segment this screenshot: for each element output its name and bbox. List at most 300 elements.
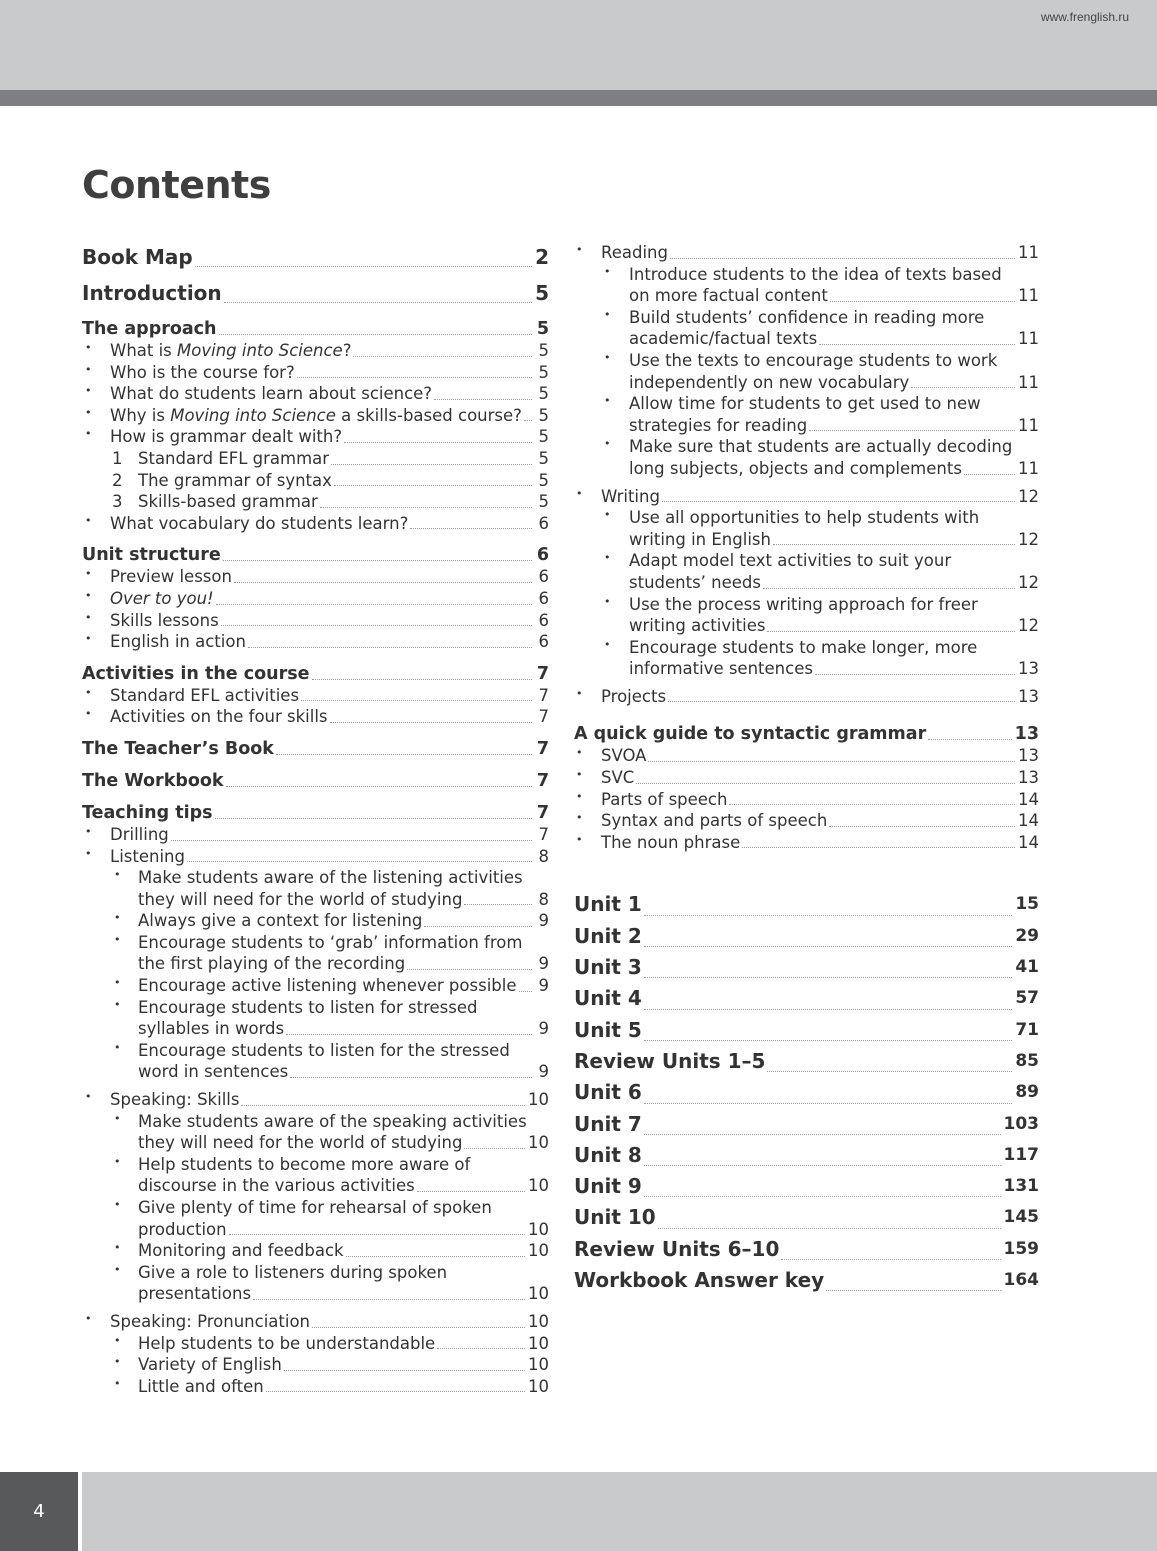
- toc-subitem: [82, 1111, 549, 1133]
- toc-subitem: [82, 1197, 549, 1219]
- entry-page: 89: [1015, 1082, 1039, 1103]
- entry-page: 9: [538, 911, 549, 931]
- entry-title-line2: they will need for the world of studying: [138, 889, 463, 909]
- leader-dots: [312, 679, 532, 680]
- entry-title: The Teacher’s Book: [82, 738, 274, 759]
- leader-dots: [346, 1256, 525, 1257]
- entry-page: 29: [1015, 925, 1039, 946]
- entry-page: 159: [1003, 1238, 1039, 1259]
- entry-title: Unit structure: [82, 545, 221, 566]
- entry-title: • Drilling: [110, 824, 169, 844]
- leader-dots: [964, 474, 1015, 475]
- entry-page: 10: [528, 1355, 549, 1375]
- entry-page: 7: [536, 738, 549, 759]
- entry-title: • How is grammar dealt with?: [110, 427, 343, 447]
- entry-page: 5: [538, 470, 549, 490]
- entry-title: The approach: [82, 319, 217, 339]
- leader-dots: [644, 915, 1013, 916]
- entry-title: • Standard EFL activities: [110, 685, 300, 705]
- entry-page: 11: [1018, 329, 1039, 349]
- entry-title: Review Units 6–10: [574, 1236, 780, 1261]
- leader-dots: [524, 420, 532, 421]
- toc-item: [82, 824, 549, 846]
- units-list: [574, 889, 1039, 1296]
- toc-item: [82, 846, 549, 868]
- toc-subitem: [574, 637, 1039, 659]
- entry-page: 7: [538, 707, 549, 727]
- toc-subitem: [574, 393, 1039, 415]
- entry-title-line1: Encourage students to listen for stressed: [138, 997, 478, 1017]
- toc-subitem: [574, 507, 1039, 529]
- entry-title-line2: presentations: [138, 1284, 252, 1304]
- entry-title-line2: syllables in words: [138, 1019, 285, 1039]
- leader-dots: [223, 560, 532, 561]
- entry-page: 5: [538, 384, 549, 404]
- entry-title-line2: independently on new vocabulary: [629, 372, 910, 392]
- entry-title-line1: Adapt model text activities to suit your: [629, 551, 952, 571]
- entry-title: Book Map: [82, 245, 193, 269]
- toc-subitem-numbered: [82, 448, 549, 470]
- entry-page: 9: [538, 954, 549, 974]
- entry-page: 10: [528, 1311, 549, 1331]
- leader-dots: [928, 739, 1011, 740]
- toc-item: [574, 686, 1039, 708]
- leader-dots: [241, 1105, 525, 1106]
- toc-item: [82, 685, 549, 707]
- entry-title: Activities in the course: [82, 663, 310, 684]
- page-number: 4: [33, 1501, 45, 1522]
- entry-page: 85: [1015, 1050, 1039, 1071]
- entry-page: 103: [1003, 1113, 1039, 1134]
- leader-dots: [826, 1290, 1000, 1291]
- toc-unit: [574, 1234, 1039, 1265]
- entry-page: 13: [1014, 724, 1039, 745]
- entry-title-line2: informative sentences: [629, 659, 813, 679]
- toc-item: [574, 745, 1039, 767]
- leader-dots: [519, 991, 533, 992]
- leader-dots: [644, 1165, 1001, 1166]
- leader-dots: [234, 582, 532, 583]
- entry-page: 6: [536, 545, 549, 566]
- entry-title-line1: Encourage students to make longer, more: [629, 637, 978, 657]
- entry-page: 11: [1018, 458, 1039, 478]
- toc-unit: [574, 1015, 1039, 1046]
- entry-page: 10: [528, 1333, 549, 1353]
- entry-title-line2: word in sentences: [138, 1062, 289, 1082]
- toc-subitem-cont: [574, 328, 1039, 350]
- entry-page: 11: [1018, 286, 1039, 306]
- entry-page: 11: [1018, 415, 1039, 435]
- entry-page: 5: [538, 492, 549, 512]
- leader-dots: [662, 501, 1015, 502]
- leader-dots: [644, 1040, 1013, 1041]
- item-number: 2: [112, 470, 123, 490]
- toc-item: [574, 767, 1039, 789]
- leader-dots: [668, 701, 1015, 702]
- leader-dots: [248, 647, 532, 648]
- entry-title-line1: Use the texts to encourage students to work: [629, 350, 998, 370]
- entry-title: • Syntax and parts of speech: [601, 811, 828, 831]
- leader-dots: [216, 604, 532, 605]
- entry-title: Unit 4: [574, 986, 642, 1011]
- entry-page: 9: [538, 1062, 549, 1082]
- entry-title: Unit 10: [574, 1205, 656, 1230]
- leader-dots: [742, 847, 1015, 848]
- leader-dots: [644, 946, 1013, 947]
- toc-subitem: [574, 594, 1039, 616]
- entry-title: • Listening: [110, 846, 185, 866]
- toc-subitem: [82, 867, 549, 889]
- entry-page: 10: [528, 1219, 549, 1239]
- entry-title-line1: Make sure that students are actually decoding: [629, 437, 1013, 457]
- entry-page: 6: [538, 513, 549, 533]
- entry-title-line2: discourse in the various activities: [138, 1176, 415, 1196]
- entry-title: • The noun phrase: [601, 832, 741, 852]
- toc-subitem-cont: [574, 415, 1039, 437]
- entry-title: • SVC: [601, 768, 635, 788]
- toc-item: [82, 340, 549, 362]
- item-number: 1: [112, 448, 123, 468]
- leader-dots: [417, 1191, 525, 1192]
- toc-entry-introduction: [82, 278, 549, 308]
- entry-title-line1: Use the process writing approach for freer: [629, 594, 978, 614]
- toc-unit: [574, 1202, 1039, 1233]
- toc-item: [82, 1089, 549, 1111]
- leader-dots: [464, 1148, 525, 1149]
- entry-page: 7: [538, 685, 549, 705]
- entry-title-line2: strategies for reading: [629, 415, 808, 435]
- toc-subitem-cont: [574, 615, 1039, 637]
- entry-title: Unit 9: [574, 1174, 642, 1199]
- entry-page: 12: [1018, 572, 1039, 592]
- leader-dots: [344, 442, 532, 443]
- leader-dots: [644, 1103, 1013, 1104]
- entry-title: • Writing: [601, 486, 660, 506]
- entry-title: • Encourage active listening whenever possible: [138, 976, 517, 996]
- entry-page: 7: [536, 802, 549, 823]
- toc-item: [82, 566, 549, 588]
- leader-dots: [224, 302, 532, 303]
- toc-item: [574, 810, 1039, 832]
- entry-page: 10: [528, 1241, 549, 1261]
- entry-page: 131: [1003, 1176, 1039, 1197]
- leader-dots: [297, 377, 532, 378]
- entry-title: The Workbook: [82, 770, 224, 791]
- toc-section-unit-structure: [82, 544, 549, 566]
- entry-title: • What is Moving into Science?: [110, 341, 352, 360]
- entry-title: Teaching tips: [82, 802, 213, 823]
- entry-page: 6: [538, 632, 549, 652]
- entry-title: Introduction: [82, 281, 222, 305]
- leader-dots: [226, 786, 532, 787]
- entry-page: 71: [1015, 1019, 1039, 1040]
- entry-title-line2: writing in English: [629, 529, 771, 549]
- entry-title: The grammar of syntax: [138, 470, 332, 490]
- toc-subitem: [574, 264, 1039, 286]
- leader-dots: [334, 485, 532, 486]
- entry-title: • Who is the course for?: [110, 362, 295, 382]
- entry-title-line1: Build students’ confidence in reading more: [629, 307, 985, 327]
- leader-dots: [301, 700, 532, 701]
- toc-item: [82, 1311, 549, 1333]
- leader-dots: [464, 904, 532, 905]
- leader-dots: [658, 1228, 1001, 1229]
- leader-dots: [819, 344, 1015, 345]
- entry-page: 10: [528, 1090, 549, 1110]
- toc-unit: [574, 1046, 1039, 1077]
- entry-page: 13: [1018, 746, 1039, 766]
- entry-page: 57: [1015, 988, 1039, 1009]
- entry-title: • Speaking: Skills: [110, 1090, 240, 1110]
- entry-page: 8: [538, 889, 549, 909]
- leader-dots: [644, 1196, 1001, 1197]
- leader-dots: [763, 588, 1015, 589]
- toc-subitem: [574, 436, 1039, 458]
- toc-item: [82, 706, 549, 728]
- leader-dots: [353, 356, 532, 357]
- toc-unit: [574, 889, 1039, 920]
- leader-dots: [330, 722, 532, 723]
- toc-subitem: [574, 307, 1039, 329]
- entry-title-line1: Use all opportunities to help students with: [629, 508, 980, 528]
- entry-title-line1: Give a role to listeners during spoken: [138, 1262, 448, 1282]
- entry-page: 12: [1018, 616, 1039, 636]
- entry-page: 5: [538, 362, 549, 382]
- leader-dots: [437, 1348, 525, 1349]
- leader-dots: [187, 861, 532, 862]
- entry-title-line1: Give plenty of time for rehearsal of spoken: [138, 1198, 492, 1217]
- leader-dots: [215, 818, 532, 819]
- leader-dots: [829, 826, 1015, 827]
- entry-page: 13: [1018, 686, 1039, 706]
- entry-page: 7: [536, 663, 549, 684]
- entry-page: 145: [1003, 1207, 1039, 1228]
- leader-dots: [670, 258, 1015, 259]
- toc-subitem-cont: [82, 1018, 549, 1040]
- entry-title: • SVOA: [601, 746, 647, 766]
- entry-page: 12: [1018, 486, 1039, 506]
- entry-title-line2: academic/factual texts: [629, 329, 818, 349]
- entry-page: 41: [1015, 957, 1039, 978]
- header-stripe: [0, 90, 1157, 106]
- leader-dots: [290, 1077, 532, 1078]
- entry-title-line2: long subjects, objects and complements: [629, 458, 962, 478]
- entry-title: • English in action: [110, 632, 246, 652]
- toc-subitem: [574, 350, 1039, 372]
- toc-item: [574, 242, 1039, 264]
- toc-subitem: [574, 550, 1039, 572]
- entry-page: 2: [535, 245, 549, 269]
- entry-page: 10: [528, 1133, 549, 1153]
- footer-band: [82, 1472, 1157, 1551]
- entry-page: 15: [1015, 894, 1039, 915]
- leader-dots: [229, 1234, 525, 1235]
- entry-page: 5: [538, 448, 549, 468]
- entry-page: 9: [538, 1019, 549, 1039]
- leader-dots: [830, 301, 1015, 302]
- toc-subitem-cont: [574, 372, 1039, 394]
- leader-dots: [767, 631, 1015, 632]
- toc-item: [82, 588, 549, 610]
- entry-title: • Skills lessons: [110, 610, 219, 630]
- toc-subitem-cont: [574, 572, 1039, 594]
- toc-subitem-cont: [574, 529, 1039, 551]
- toc-item: [82, 383, 549, 405]
- toc-subitem: [82, 1354, 549, 1376]
- toc-subitem-numbered: [82, 491, 549, 513]
- entry-page: 14: [1018, 789, 1039, 809]
- toc-item: [82, 631, 549, 653]
- entry-title: • Reading: [601, 243, 668, 262]
- entry-title-line1: Allow time for students to get used to new: [629, 394, 981, 414]
- toc-subitem: [82, 975, 549, 997]
- entry-page: 11: [1018, 243, 1039, 262]
- toc-item: [82, 362, 549, 384]
- entry-title: • Monitoring and feedback: [138, 1241, 344, 1261]
- leader-dots: [320, 507, 532, 508]
- entry-title: • Speaking: Pronunciation: [110, 1311, 311, 1331]
- entry-page: 5: [538, 405, 549, 425]
- leader-dots: [331, 464, 532, 465]
- toc-subitem: [82, 932, 549, 954]
- entry-title: Workbook Answer key: [574, 1268, 825, 1292]
- leader-dots: [815, 674, 1015, 675]
- toc-unit: [574, 1171, 1039, 1202]
- leader-dots: [266, 1391, 525, 1392]
- entry-page: 8: [538, 846, 549, 866]
- entry-title: • Over to you!: [110, 588, 214, 608]
- toc-subitem-cont: [82, 953, 549, 975]
- entry-title: • Activities on the four skills: [110, 707, 328, 727]
- entry-title-line2: writing activities: [629, 616, 766, 636]
- leader-dots: [221, 625, 532, 626]
- entry-title-line1: Encourage students to ‘grab’ information from: [138, 932, 523, 952]
- toc-item: [82, 405, 549, 427]
- entry-page: 5: [535, 281, 549, 305]
- toc-subitem: [82, 1333, 549, 1355]
- toc-subitem-cont: [82, 1132, 549, 1154]
- entry-page: 7: [536, 770, 549, 791]
- entry-page: 10: [528, 1176, 549, 1196]
- entry-title: • What do students learn about science?: [110, 384, 433, 404]
- entry-title-line1: Make students aware of the listening activities: [138, 868, 523, 888]
- toc-subitem: [82, 1040, 549, 1062]
- entry-page: 5: [538, 341, 549, 360]
- entry-title: • What vocabulary do students learn?: [110, 513, 409, 533]
- entry-page: 5: [538, 427, 549, 447]
- toc-unit: [574, 1109, 1039, 1140]
- leader-dots: [195, 266, 532, 267]
- leader-dots: [644, 977, 1013, 978]
- entry-title-line2: the first playing of the recording: [138, 954, 406, 974]
- entry-title: • Variety of English: [138, 1355, 282, 1375]
- entry-title: • Projects: [601, 686, 667, 706]
- leader-dots: [276, 754, 532, 755]
- entry-page: 7: [538, 824, 549, 844]
- toc-subitem-cont: [82, 1175, 549, 1197]
- entry-title-line2: they will need for the world of studying: [138, 1133, 463, 1153]
- toc-section-workbook: [82, 770, 549, 792]
- leader-dots: [253, 1299, 525, 1300]
- entry-title: Unit 6: [574, 1080, 642, 1105]
- toc-subitem: [82, 997, 549, 1019]
- leader-dots: [284, 1370, 525, 1371]
- toc-item: [574, 789, 1039, 811]
- entry-title: A quick guide to syntactic grammar: [574, 724, 927, 745]
- entry-title: • Preview lesson: [110, 567, 232, 587]
- toc-subitem-numbered: [82, 470, 549, 492]
- page-title: Contents: [82, 163, 271, 207]
- entry-title: Unit 7: [574, 1111, 642, 1136]
- entry-title: • Little and often: [138, 1376, 264, 1396]
- toc-subitem-cont: [82, 1061, 549, 1083]
- entry-page: 6: [538, 610, 549, 630]
- toc-section-quick-guide: [574, 723, 1039, 745]
- toc-subitem-cont: [574, 285, 1039, 307]
- toc-subitem-cont: [574, 458, 1039, 480]
- site-url: www.frenglish.ru: [1040, 10, 1129, 24]
- entry-title: Unit 2: [574, 923, 642, 948]
- entry-title-line1: Make students aware of the speaking activities: [138, 1111, 527, 1131]
- leader-dots: [636, 783, 1015, 784]
- toc-subitem: [82, 1376, 549, 1398]
- entry-page: 12: [1018, 529, 1039, 549]
- leader-dots: [171, 840, 532, 841]
- leader-dots: [911, 387, 1015, 388]
- toc-subitem-cont: [82, 1219, 549, 1241]
- entry-page: 5: [536, 319, 549, 339]
- toc-unit: [574, 952, 1039, 983]
- toc-item: [82, 513, 549, 535]
- header-band: [0, 0, 1157, 90]
- entry-title-line1: Help students to become more aware of: [138, 1154, 471, 1174]
- entry-page: 13: [1018, 768, 1039, 788]
- toc-section-teachers-book: [82, 738, 549, 760]
- entry-page: 14: [1018, 811, 1039, 831]
- toc-unit: [574, 1140, 1039, 1171]
- leader-dots: [286, 1034, 532, 1035]
- toc-section-teaching-tips: [82, 802, 549, 824]
- leader-dots: [407, 969, 532, 970]
- toc-item: [574, 832, 1039, 854]
- entry-page: 14: [1018, 832, 1039, 852]
- entry-page: 13: [1018, 659, 1039, 679]
- toc-unit: [574, 1077, 1039, 1108]
- toc-subitem: [82, 910, 549, 932]
- entry-title: Unit 1: [574, 892, 642, 917]
- leader-dots: [648, 761, 1015, 762]
- toc-section-activities: [82, 663, 549, 685]
- entry-title: • Help students to be understandable: [138, 1333, 436, 1353]
- leader-dots: [729, 804, 1015, 805]
- toc-subitem: [82, 1154, 549, 1176]
- entry-page: 11: [1018, 372, 1039, 392]
- leader-dots: [410, 528, 532, 529]
- contents-right-column: [574, 242, 1039, 1296]
- entry-title: Review Units 1–5: [574, 1048, 766, 1073]
- toc-subitem-cont: [82, 889, 549, 911]
- toc-item: [574, 486, 1039, 508]
- entry-title: Unit 5: [574, 1017, 642, 1042]
- leader-dots: [809, 430, 1015, 431]
- toc-unit: [574, 1265, 1039, 1296]
- toc-subitem: [82, 1262, 549, 1284]
- entry-title: • Why is Moving into Science a skills-based course?: [110, 405, 522, 425]
- leader-dots: [434, 399, 532, 400]
- toc-unit: [574, 983, 1039, 1014]
- entry-title-line1: Introduce students to the idea of texts based: [629, 264, 1002, 284]
- leader-dots: [644, 1134, 1001, 1135]
